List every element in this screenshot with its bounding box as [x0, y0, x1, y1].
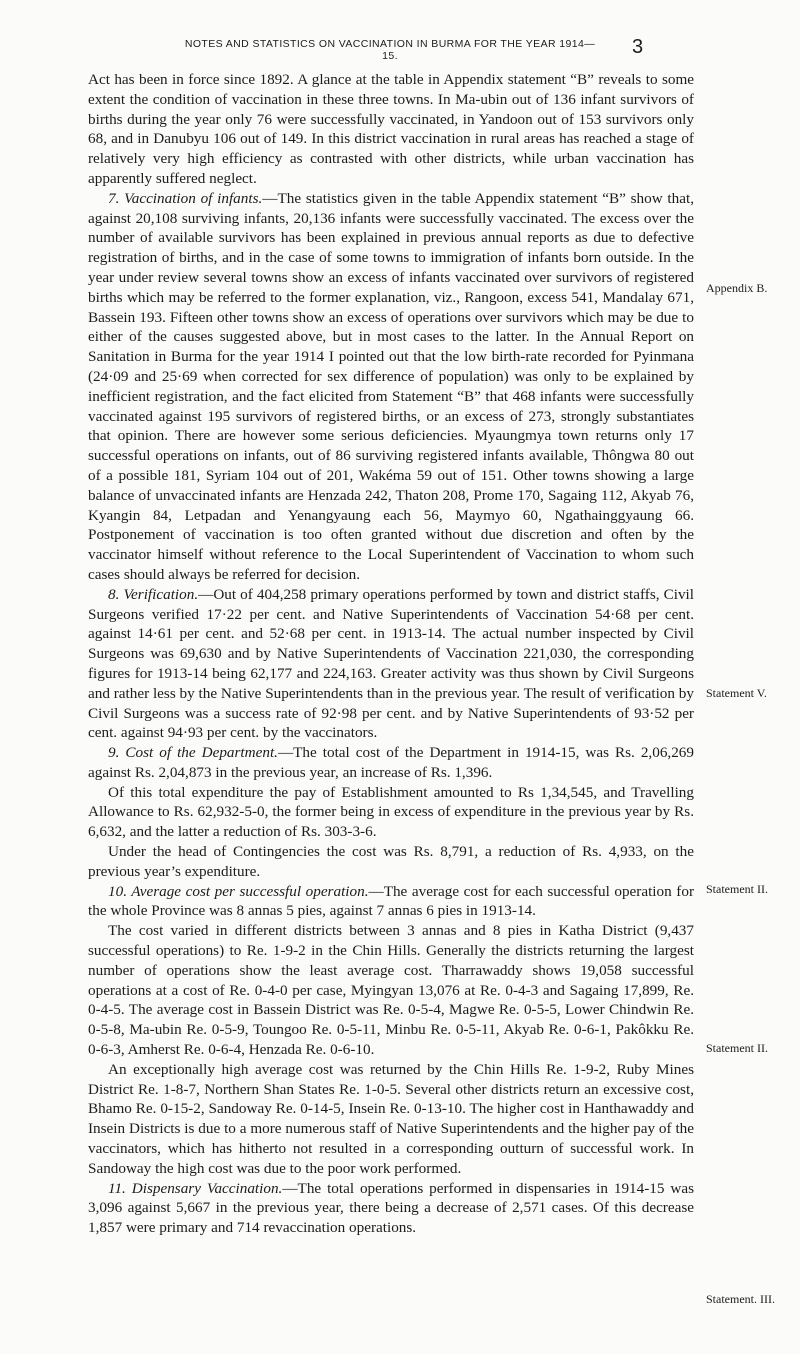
section-heading: 10. Average cost per successful operation.	[108, 882, 369, 900]
body-text	[88, 70, 694, 1238]
margin-note-statement-ii-cost: Statement II.	[706, 882, 768, 896]
section-heading: 11. Dispensary Vaccination.	[108, 1179, 283, 1197]
paragraph-text: —The statistics given in the table Appendix statement “B” show that, against 20,108 surviving infants, 20,136 infants were successfully vaccinated. The excess over the number of available survivors has been explained in previous annual reports as due to defective registration of births, and in the case of some towns to immigration of infants born outside. In the year under review several towns show an excess of infants vaccinated over survivors of registered births which may be referred to the former explanation, viz., Rangoon, excess 541, Mandalay 671, Bassein 193. Fifteen other towns show an excess of operations over survivors which may be due to either of the causes suggested above, but in most cases to the latter. In the Annual Report on Sanitation in Burma for the year 1914 I pointed out that the low birth-rate recorded for Pyinmana (24·09 and 25·69 when corrected for sex difference of population) was only to be explained by inefficient registration, and the fact elicited from Statement “B” that 468 infants were successfully vaccinated against 195 survivors of registered births, or an excess of 273, strongly substantiates that opinion. There are however some serious deficiencies. Myaungmya town returns only 17 successful operations on infants, out of 86 surviving registered infants available, Thôngwa 80 out of a possible 181, Syriam 104 out of 201, Wakéma 59 out of 151. Other towns showing a large balance of unvaccinated infants are Henzada 242, Thaton 208, Prome 170, Sagaing 112, Akyab 76, Kyangin 84, Letpadan and Yenangyaung each 56, Maymyo 60, Ngathainggyaung 66. Postponement of vaccination is too often granted without due discretion and often by the vaccinator himself without reference to the Local Superintendent of Vaccination to whom such cases should always be referred for decision.	[88, 189, 694, 583]
paragraph-high-cost	[88, 1060, 694, 1179]
paragraph-cost-of-department	[88, 743, 694, 783]
margin-note-statement-ii-average: Statement II.	[706, 1041, 768, 1055]
section-heading: 8. Verification.	[108, 585, 199, 603]
margin-note-statement-v: Statement V.	[706, 686, 767, 700]
paragraph-average-cost	[88, 882, 694, 922]
paragraph-text: —Out of 404,258 primary operations performed by town and district staffs, Civil Surgeons verified 17·22 per cent. and Native Superintendents of Vaccination 54·68 per cent. against 14·61 per cent. and 52·68 per cent. in 1913-14. The actual number inspected by Civil Surgeons was 69,630 and by Native Superintendents of Vaccination 221,030, the corresponding figures for 1913-14 being 62,177 and 224,163. Greater activity was thus shown by Civil Surgeons and rather less by the Native Superintendents than in the previous year. The result of verification by Civil Surgeons was a success rate of 92·98 per cent. and by Native Superintendents of 93·52 per cent. against 94·93 per cent. by the vaccinators.	[88, 585, 694, 742]
paragraph-contingencies	[88, 842, 694, 882]
paragraph-verification	[88, 585, 694, 743]
paragraph-text: The cost varied in different districts between 3 annas and 8 pies in Katha District (9,437 successful operations) to Re. 1-9-2 in the Chin Hills. Generally the districts returning the largest number of operations show the least average cost. Tharrawaddy shows 19,058 successful operations at a cost of Re. 0-4-0 per case, Myingyan 13,076 at Re. 0-4-3 and Sagaing 17,899, Re. 0-4-5. The average cost in Bassein District was Re. 0-5-4, Magwe Re. 0-5-5, Lower Chindwin Re. 0-5-8, Ma-ubin Re. 0-5-9, Toungoo Re. 0-5-11, Minbu Re. 0-5-11, Akyab Re. 0-6-1, Pakôkku Re. 0-6-3, Amherst Re. 0-6-4, Henzada Re. 0-6-10.	[88, 922, 694, 1059]
paragraph-text: —The average cost for each successful operation for the whole Province was 8 annas 5 pies, against 7 annas 6 pies in 1913-14.	[88, 882, 694, 920]
section-heading: 7. Vaccination of infants.	[108, 189, 263, 207]
margin-note-appendix-b: Appendix B.	[706, 281, 768, 295]
paragraph-text: An exceptionally high average cost was returned by the Chin Hills Re. 1-9-2, Ruby Mines District Re. 1-8-7, Northern Shan States Re. 1-0-5. Several other districts return an excessive cost, Bhamo Re. 0-15-2, Sandoway Re. 0-14-5, Insein Re. 0-13-10. The higher cost in Hanthawaddy and Insein Districts is due to a more numerous staff of Native Superintendents and the higher pay of the vaccinators, which has hitherto not resulted in a corresponding outturn of successful work. In Sandoway the high cost was due to the poor work performed.	[88, 1060, 694, 1177]
paragraph-establishment-expenditure	[88, 783, 694, 842]
margin-note-statement-iii: Statement. III.	[706, 1292, 775, 1306]
paragraph-text: —The total operations performed in dispensaries in 1914-15 was 3,096 against 5,667 in the previous year, there being a decrease of 2,571 cases. Of this decrease 1,857 were primary and 714 revaccination operations.	[88, 1179, 695, 1237]
paragraph-text: Act has been in force since 1892. A glance at the table in Appendix statement “B” reveals to some extent the condition of vaccination in these three towns. In Ma-ubin out of 136 infant survivors of births during the year only 76 were successfully vaccinated, in Yandoon out of 153 survivors only 68, and in Danubyu 106 out of 149. In this district vaccination in rural areas has reached a stage of relatively very high efficiency as contrasted with other districts, while urban vaccination has apparently suffered neglect.	[88, 71, 694, 187]
paragraph-dispensary-vaccination	[88, 1179, 694, 1238]
paragraph-vaccination-of-infants	[88, 189, 694, 585]
running-header: NOTES AND STATISTICS ON VACCINATION IN BURMA FOR THE YEAR 1914—15.	[184, 38, 596, 62]
paragraph-text: —The total cost of the Department in 1914-15, was Rs. 2,06,269 against Rs. 2,04,873 in the previous year, an increase of Rs. 1,396.	[88, 744, 694, 781]
paragraph-continuation	[88, 70, 694, 189]
paragraph-text: Of this total expenditure the pay of Establishment amounted to Rs 1,34,545, and Travelling Allowance to Rs. 62,932-5-0, the former being in excess of expenditure in the previous year by Rs. 6,632, and the latter a reduction of Rs. 303-3-6.	[88, 783, 694, 841]
page-number: 3	[632, 36, 644, 58]
paragraph-cost-variation	[88, 921, 694, 1060]
paragraph-text: Under the head of Contingencies the cost was Rs. 8,791, a reduction of Rs. 4,933, on the previous year’s expenditure.	[88, 843, 694, 880]
section-heading: 9. Cost of the Department.	[108, 744, 278, 762]
